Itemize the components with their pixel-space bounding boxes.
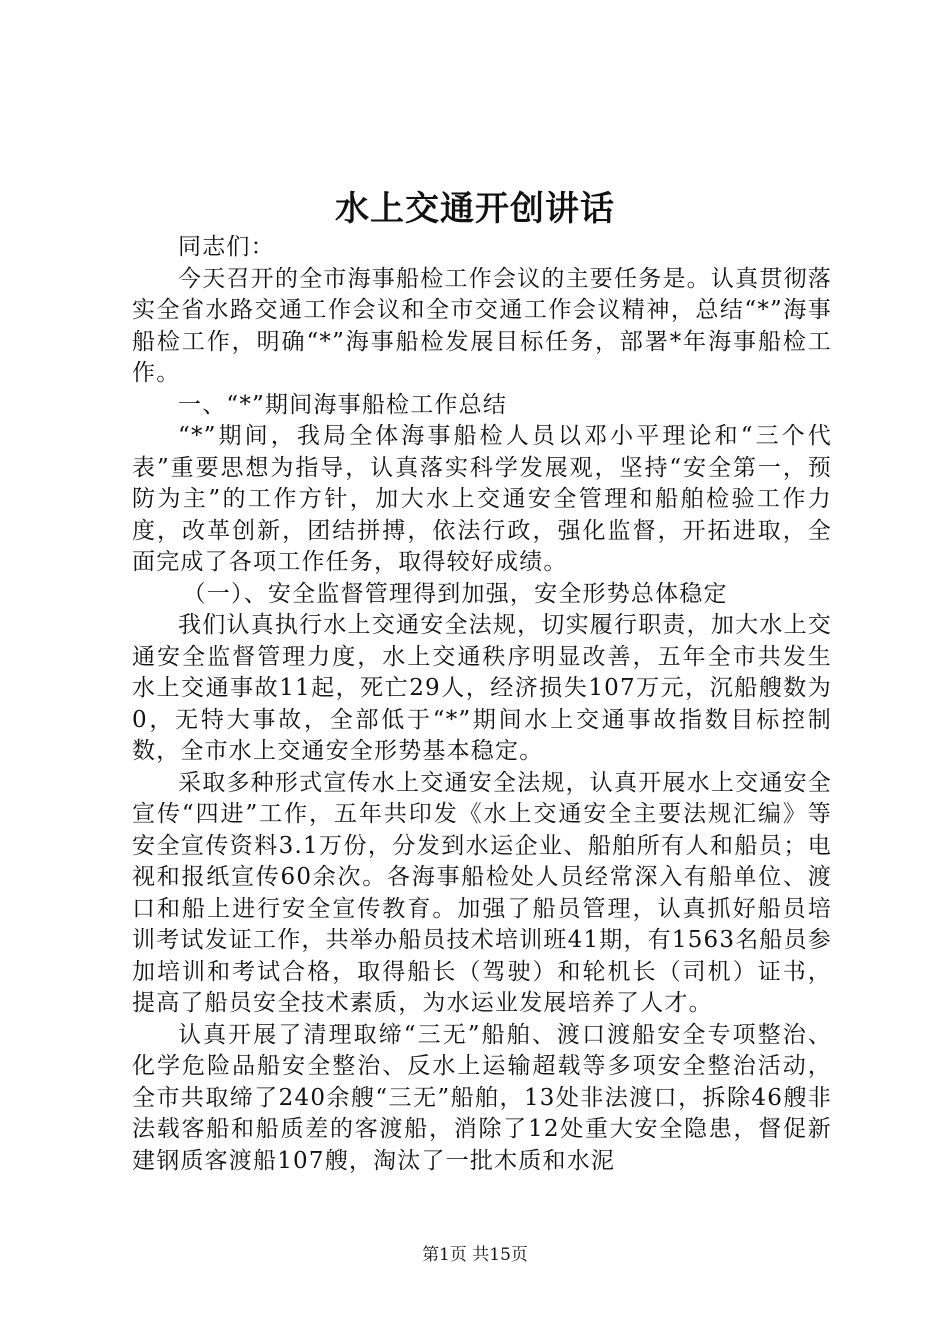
body-paragraph: 认真开展了清理取缔“三无”船舶、渡口渡船安全专项整治、化学危险品船安全整治、反水上运输超载等多项安全整治活动，全市共取缔了240余艘“三无”船舶，13处非法渡口，拆除46艘非法载客船和船质差的客渡船，消除了12处重大安全隐患，督促新建钢质客渡船107艘，淘汰了一批木质和水泥 bbox=[132, 1021, 832, 1174]
body-paragraph: 采取多种形式宣传水上交通安全法规，认真开展水上交通安全宣传“四进”工作，五年共印发《水上交通安全主要法规汇编》等安全宣传资料3.1万份，分发到水运企业、船舶所有人和船员；电视和报纸宣传60余次。各海事船检处人员经常深入有船单位、渡口和船上进行安全宣传教育。加强了船员管理，认真抓好船员培训考试发证工作，共举办船员技术培训班41期，有1563名船员参加培训和考试合格，取得船长（驾驶）和轮机长（司机）证书，提高了船员安全技术素质，为水运业发展培养了人才。 bbox=[132, 769, 832, 1016]
intro-paragraph: 今天召开的全市海事船检工作会议的主要任务是。认真贯彻落实全省水路交通工作会议和全市交通工作会议精神，总结“*”海事船检工作，明确“*”海事船检发展目标任务，部署*年海事船检工作。 bbox=[132, 265, 832, 386]
page-footer: 第1页 共15页 bbox=[422, 1245, 528, 1265]
document-body bbox=[132, 232, 832, 1177]
body-paragraph: 我们认真执行水上交通安全法规，切实履行职责，加大水上交通安全监督管理力度，水上交通秩序明显改善，五年全市共发生水上交通事故11起，死亡29人，经济损失107万元，沉船艘数为0，无特大事故，全部低于“*”期间水上交通事故指数目标控制数，全市水上交通安全形势基本稳定。 bbox=[132, 612, 832, 764]
section-heading: 一、“*”期间海事船检工作总结 bbox=[178, 391, 508, 418]
salutation: 同志们： bbox=[178, 234, 275, 260]
subsection-heading: （一）、安全监督管理得到加强，安全形势总体稳定 bbox=[182, 580, 728, 607]
body-paragraph: “*”期间，我局全体海事船检人员以邓小平理论和“三个代表”重要思想为指导，认真落实科学发展观，坚持“安全第一，预防为主”的工作方针，加大水上交通安全管理和船舶检验工作力度，改革创新，团结拼搏，依法行政，强化监督，开拓进取，全面完成了各项工作任务，取得较好成绩。 bbox=[132, 423, 832, 575]
document-title: 水上交通开创讲话 bbox=[335, 189, 615, 229]
